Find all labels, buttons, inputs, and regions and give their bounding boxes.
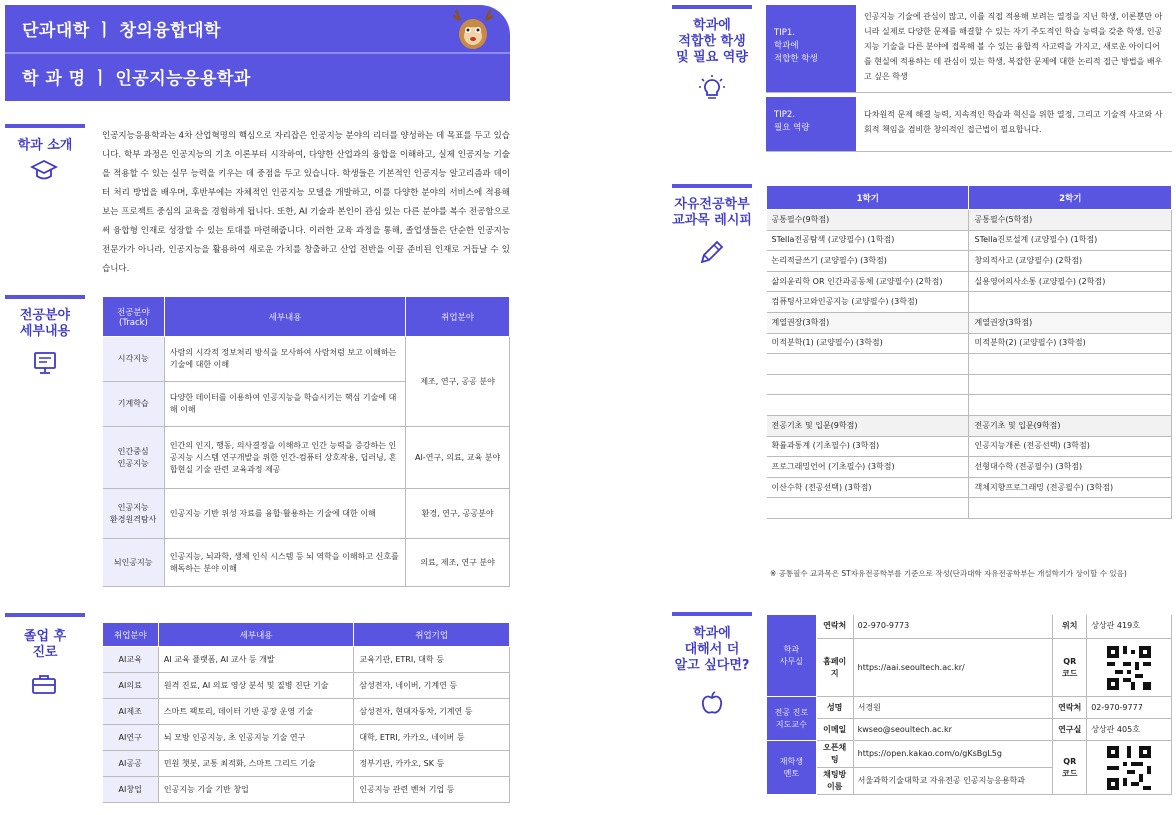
career-section-title: 졸업 후 진로 (23, 629, 67, 660)
table-row: 홈페이지 https://aai.seoultech.ac.kr/ QR 코드 (767, 639, 1172, 697)
track-detail: 인공지능, 뇌과학, 생체 인식 시스템 등 뇌 역학을 이해하고 신호를 해독하는 분야 이해 (164, 539, 405, 587)
department-name: 학 과 명 ㅣ 인공지능응용학과 (22, 69, 251, 89)
recipe-header-sem1: 1학기 (767, 186, 969, 210)
professor-name: 서경원 (853, 697, 1053, 719)
table-row: AI교육 AI 교육 플랫폼, AI 교사 등 개발 교육기관, ETRI, 대학 등 (103, 647, 510, 673)
professor-email[interactable]: kwseo@seoultech.ac.kr (853, 719, 1053, 741)
semester1-course: 확률과통계 (기초필수) (3학점) (767, 436, 969, 457)
contact-section-bar (672, 612, 752, 616)
tip2-label: TIP2. 필요 역량 (766, 97, 856, 151)
semester2-course: 인공지능개론 (전공선택) (3학점) (969, 436, 1172, 457)
table-row: AI연구 뇌 모방 인공지능, 초 인공지능 기술 연구 대학, ETRI, 카카오, 네이버 등 (103, 725, 510, 751)
contact-table (766, 614, 1172, 795)
tip2-text: 다차원적 문제 해결 능력, 지속적인 학습과 혁신을 위한 열정, 그리고 기술적 사고와 사회적 책임을 겸비한 창의적인 접근법이 필요합니다. (864, 110, 1163, 134)
semester1-course (767, 395, 969, 416)
semester2-course (969, 395, 1172, 416)
semester1-course: 논리적글쓰기 (교양필수) (3학점) (767, 251, 969, 272)
table-row: 학과 사무실 연락처 02-970-9773 위치 상상관 419호 (767, 615, 1172, 639)
table-row (767, 251, 1172, 272)
track-jobs: AI-연구, 의료, 교육 분야 (406, 427, 510, 489)
table-row (767, 436, 1172, 457)
career-header-detail: 세부내용 (158, 623, 353, 647)
track-jobs: 제조, 연구, 공공 분야 (406, 337, 510, 427)
semester1-course: 계열권장(3학점) (767, 312, 969, 333)
qr-code-icon[interactable] (1107, 646, 1151, 690)
table-row (767, 333, 1172, 354)
semester1-course: 컴퓨팅사고와인공지능 (교양필수) (3학점) (767, 292, 969, 313)
intro-section-title: 학과 소개 (17, 138, 73, 153)
professor-office: 상상관 405호 (1087, 719, 1172, 741)
open-chat-link[interactable]: https://open.kakao.com/o/gKsBgL5g (853, 741, 1053, 768)
track-header-jobs: 취업분야 (406, 297, 510, 337)
table-row: AI창업 인공지능 기술 기반 창업 인공지능 관련 벤처 기업 등 (103, 777, 510, 803)
semester2-course: STella진로설계 (교양필수) (1학점) (969, 230, 1172, 251)
semester1-course: 프로그래밍언어 (기초필수) (3학점) (767, 457, 969, 478)
track-name: 인간중심 인공지능 (103, 427, 165, 489)
briefcase-icon (30, 672, 58, 696)
tip1-text: 인공지능 기술에 관심이 많고, 이를 직접 적용해 보려는 열정을 지닌 학생, 이론뿐만 아니라 실제로 다양한 문제를 해결할 수 있는 자기 주도적인 학습 능력을 갖춘 학생, 인공지능 기술을 다른 분야에 접목해 볼 수 있는 융합적 사고력을 가지고, 새로운 아이디어를 현실에 적용하는 데 관심이 있는 학생, 복잡한 문제에 대한 논리적 접근 방법을 배우고 싶은 학생 (864, 12, 1163, 81)
semester1-course: 미적분학(1) (교양필수) (3학점) (767, 333, 969, 354)
career-section-bar (5, 613, 85, 617)
professor-label: 전공 진로 지도교수 (767, 697, 817, 741)
table-row (767, 415, 1172, 436)
recipe-section-bar (672, 184, 752, 188)
table-row: 채팅방이름 서울과학기술대학교 자유전공 인공지능응용학과 (767, 768, 1172, 795)
table-row (767, 457, 1172, 478)
semester2-course (969, 292, 1172, 313)
table-row (103, 427, 510, 489)
track-detail: 사람의 시각적 정보처리 방식을 모사하여 사람처럼 보고 이해하는 기술에 대한 이해 (164, 337, 405, 382)
table-row: 전공 진로 지도교수 성명 서경원 연락처 02-970-9777 (767, 697, 1172, 719)
college-name: 단과대학 ㅣ 창의융합대학 (22, 21, 221, 41)
mascot-icon (450, 6, 496, 52)
career-table (102, 622, 510, 803)
track-name: 뇌인공지능 (103, 539, 165, 587)
track-detail: 인간의 인지, 행동, 의사결정을 이해하고 인간 능력을 증강하는 인공지능 시스템 연구개발을 위한 인간-컴퓨터 상호작용, 딥러닝, 혼합현실 기술 관련 교육과정 제공 (164, 427, 405, 489)
semester2-course (969, 374, 1172, 395)
intro-section-bar (5, 124, 85, 128)
semester2-course: 계열권장(3학점) (969, 312, 1172, 333)
graduation-cap-icon (30, 158, 58, 184)
track-section-title: 전공분야 세부내용 (19, 308, 71, 339)
table-row (767, 230, 1172, 251)
track-jobs: 환경, 연구, 공공분야 (406, 489, 510, 539)
table-row: 재학생 멘토 오픈채팅 https://open.kakao.com/o/gKsBgL5g QR 코드 (767, 741, 1172, 768)
tips-box (766, 5, 1172, 148)
apple-icon (700, 690, 724, 716)
career-header-field: 취업분야 (103, 623, 159, 647)
homepage-link[interactable]: https://aai.seoultech.ac.kr/ (853, 639, 1053, 697)
table-row (767, 395, 1172, 416)
table-row (767, 210, 1172, 231)
semester1-course (767, 354, 969, 375)
qr-code-cell (1087, 639, 1172, 697)
tip1-label: TIP1. 학과에 적합한 학생 (766, 5, 856, 92)
chatroom-name: 서울과학기술대학교 자유전공 인공지능응용학과 (853, 768, 1053, 795)
fit-section-bar (672, 5, 752, 9)
table-row (767, 498, 1172, 519)
track-section-bar (5, 295, 85, 299)
pencil-icon (698, 240, 726, 266)
table-row: AI제조 스마트 팩토리, 데이터 기반 공장 운영 기술 삼성전자, 현대자동차, 기계연 등 (103, 699, 510, 725)
semester1-course: 공통필수(9학점) (767, 210, 969, 231)
semester2-course (969, 354, 1172, 375)
table-row (767, 477, 1172, 498)
track-detail: 인공지능 기반 위성 자료를 융합·활용하는 기술에 대한 이해 (164, 489, 405, 539)
table-row (767, 271, 1172, 292)
track-header-track: 전공분야 (Track) (103, 297, 165, 337)
qr-code-cell (1087, 741, 1172, 795)
recipe-note: ※ 공통필수 교과목은 ST자유전공학부를 기준으로 작성(단과대학 자유전공학부는 개설학기가 상이할 수 있음) (770, 569, 1127, 578)
qr-code-icon[interactable] (1107, 746, 1151, 790)
semester1-course: 전공기초 및 입문(9학점) (767, 415, 969, 436)
semester2-course: 객체지향프로그래밍 (전공필수) (3학점) (969, 477, 1172, 498)
career-header-company: 취업기업 (354, 623, 510, 647)
semester1-course: 이산수학 (전공선택) (3학점) (767, 477, 969, 498)
table-row: AI공공 민원 챗봇, 교통 최적화, 스마트 그리드 기술 정부기관, 카카오, SK 등 (103, 751, 510, 777)
track-header-detail: 세부내용 (164, 297, 405, 337)
table-row: 이메일 kwseo@seoultech.ac.kr 연구실 상상관 405호 (767, 719, 1172, 741)
table-row (103, 539, 510, 587)
semester1-course (767, 498, 969, 519)
tip-row (766, 5, 1172, 93)
office-location: 상상관 419호 (1087, 615, 1172, 639)
intro-paragraph: 인공지능응용학과는 4차 산업혁명의 핵심으로 자리잡은 인공지능 분야의 리더를 양성하는 데 목표를 두고 있습니다. 학부 과정은 인공지능의 기초 이론부터 시작하여, 다양한 산업과의 융합을 이해하고, 실제 인공지능 기술을 적용할 수 있는 실무 능력을 키우는 데 중점을 두고 있습니다. 학생들은 기본적인 인공지능 알고리즘과 데이터 처리 방법을 배우며, 후반부에는 자체적인 인공지능 모델을 개발하고, 이를 다양한 분야의 서비스에 적용해보는 프로젝트 중심의 교육을 경험하게 됩니다. 또한, AI 기술과 본인이 관심 있는 다른 분야를 복수 전공함으로써 융합형 인재로 성장할 수 있는 토대를 마련해줍니다. 이러한 교육 과정을 통해, 졸업생들은 단순한 인공지능 전문가가 아니라, 인공지능을 활용하여 새로운 가치를 창출하고 산업 전반을 이끌 준비된 인재로 거듭날 수 있습니다. (102, 131, 510, 274)
monitor-book-icon (32, 350, 58, 376)
semester2-course: 선형대수학 (전공필수) (3학점) (969, 457, 1172, 478)
recipe-header-sem2: 2학기 (969, 186, 1172, 210)
fit-section-title: 학과에 적합한 학생 및 필요 역량 (676, 18, 748, 65)
semester2-course: 창의적사고 (교양필수) (2학점) (969, 251, 1172, 272)
banner-divider (5, 52, 510, 54)
semester2-course: 미적분학(2) (교양필수) (3학점) (969, 333, 1172, 354)
table-row (767, 312, 1172, 333)
table-row: AI의료 원격 진료, AI 의료 영상 분석 및 질병 진단 기술 삼성전자, 네이버, 기계연 등 (103, 673, 510, 699)
semester2-course: 공통필수(5학점) (969, 210, 1172, 231)
semester1-course: 삶의윤리학 OR 인간과공동체 (교양필수) (2학점) (767, 271, 969, 292)
semester1-course: STella전공탐색 (교양필수) (1학점) (767, 230, 969, 251)
table-row (103, 337, 510, 382)
semester2-course: 전공기초 및 입문(9학점) (969, 415, 1172, 436)
lightbulb-icon (698, 74, 726, 102)
mentor-label: 재학생 멘토 (767, 741, 817, 795)
table-row (767, 354, 1172, 375)
recipe-section-title: 자유전공학부 교과목 레시피 (672, 197, 752, 228)
semester2-course: 실용영어의사소통 (교양필수) (2학점) (969, 271, 1172, 292)
track-name: 시각지능 (103, 337, 165, 382)
track-name: 기계학습 (103, 382, 165, 427)
track-name: 인공지능 환경원격탐사 (103, 489, 165, 539)
office-label: 학과 사무실 (767, 615, 817, 697)
office-phone: 02-970-9773 (853, 615, 1053, 639)
track-jobs: 의료, 제조, 연구 분야 (406, 539, 510, 587)
semester2-course (969, 498, 1172, 519)
track-detail: 다양한 데이터를 이용하여 인공지능을 학습시키는 핵심 기술에 대해 이해 (164, 382, 405, 427)
table-row (767, 374, 1172, 395)
semester1-course (767, 374, 969, 395)
tip-row (766, 97, 1172, 152)
contact-section-title: 학과에 대해서 더 알고 싶다면? (674, 626, 750, 673)
track-table (102, 296, 510, 587)
table-row (103, 489, 510, 539)
professor-phone: 02-970-9777 (1087, 697, 1172, 719)
table-row (767, 292, 1172, 313)
recipe-table (766, 185, 1172, 519)
